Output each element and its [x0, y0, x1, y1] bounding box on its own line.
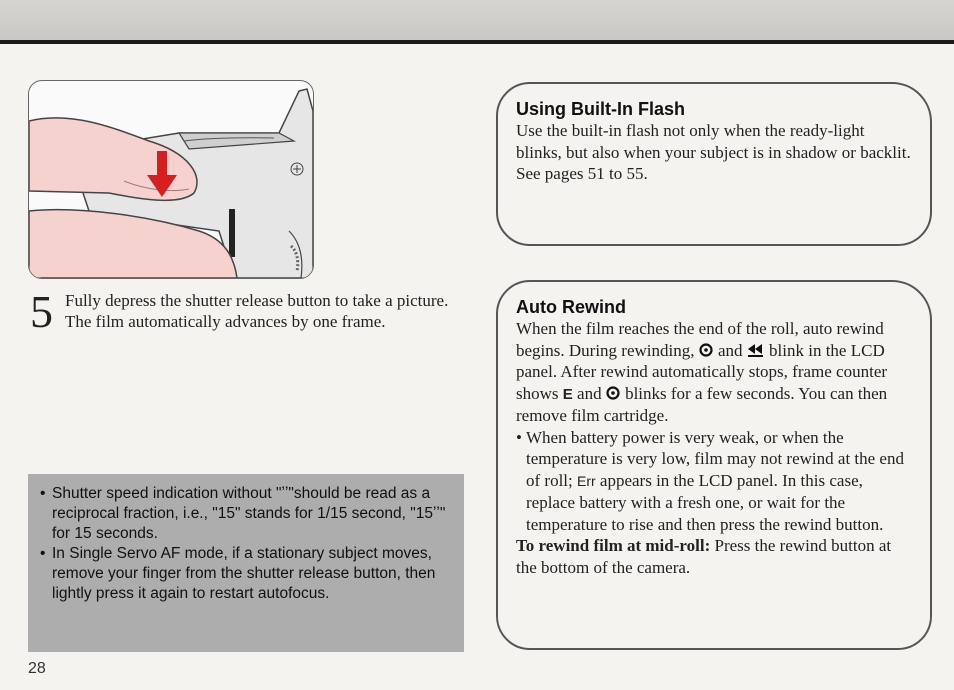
- page-number: 28: [28, 660, 46, 677]
- note-bullet: •: [40, 545, 46, 562]
- midroll-instruction: [516, 535, 912, 578]
- rewind-icon: [747, 343, 765, 357]
- cartridge-icon: [606, 386, 621, 400]
- rewind-text: When the film reaches the end of the roll, auto rewind begins. During rewinding,: [516, 319, 884, 360]
- note-item: [40, 544, 450, 604]
- rewind-info-box: [496, 280, 932, 650]
- rewind-bullet-item: [516, 427, 912, 536]
- err-symbol: Err: [577, 472, 596, 489]
- midroll-text: Press the rewind button at the bottom of the camera.: [516, 536, 892, 577]
- rewind-text: appears in the LCD panel. In this case, replace battery with a fresh one, or wait for the temperature to rise and then press the rewind button.: [526, 470, 884, 534]
- note-text: Shutter speed indication without "ʼʼ"should be read as a reciprocal fraction, i.e., "15" stands for 1/15 second, "15ʼʼ" for 15 seconds.: [52, 485, 446, 542]
- shutter-illustration: [28, 80, 314, 279]
- cartridge-icon: [699, 343, 714, 357]
- flash-see-pages: See pages 51 to 55.: [516, 164, 648, 183]
- note-box: [28, 474, 464, 652]
- note-item: [40, 484, 450, 544]
- top-band: [0, 0, 954, 40]
- note-text: In Single Servo AF mode, if a stationary subject moves, remove your finger from the shutter release button, then lightly press it again to restart autofocus.: [52, 545, 436, 602]
- flash-info-box: [496, 82, 932, 246]
- step-text: Fully depress the shutter release button to take a picture. The film automatically advances by one frame.: [65, 291, 449, 331]
- rewind-text: and: [717, 340, 743, 360]
- midroll-label: To rewind film at mid-roll:: [516, 536, 711, 555]
- rewind-text: blink in the LCD panel. After rewind automatically stops, frame counter shows: [516, 340, 888, 403]
- note-bullet: •: [40, 485, 46, 502]
- step-number: 5: [30, 286, 53, 337]
- flash-text: Use the built-in flash not only when the ready-light blinks, but also when your subject is in shadow or backlit.: [516, 121, 911, 162]
- rewind-paragraph: [516, 318, 912, 427]
- rewind-text: When battery power is very weak, or when the temperature is very low, film may not rewind at the end of roll;: [526, 427, 904, 490]
- rewind-bullet: •: [516, 427, 522, 447]
- rewind-text: and: [577, 383, 602, 403]
- rewind-title: Auto Rewind: [516, 297, 626, 317]
- e-symbol: E: [562, 385, 573, 403]
- step-5: [28, 286, 458, 337]
- flash-title: Using Built-In Flash: [516, 99, 685, 119]
- rewind-bullet-text: [526, 427, 912, 536]
- top-rule: [0, 40, 954, 44]
- rewind-text: blinks for a few seconds. You can then remove film cartridge.: [516, 383, 888, 425]
